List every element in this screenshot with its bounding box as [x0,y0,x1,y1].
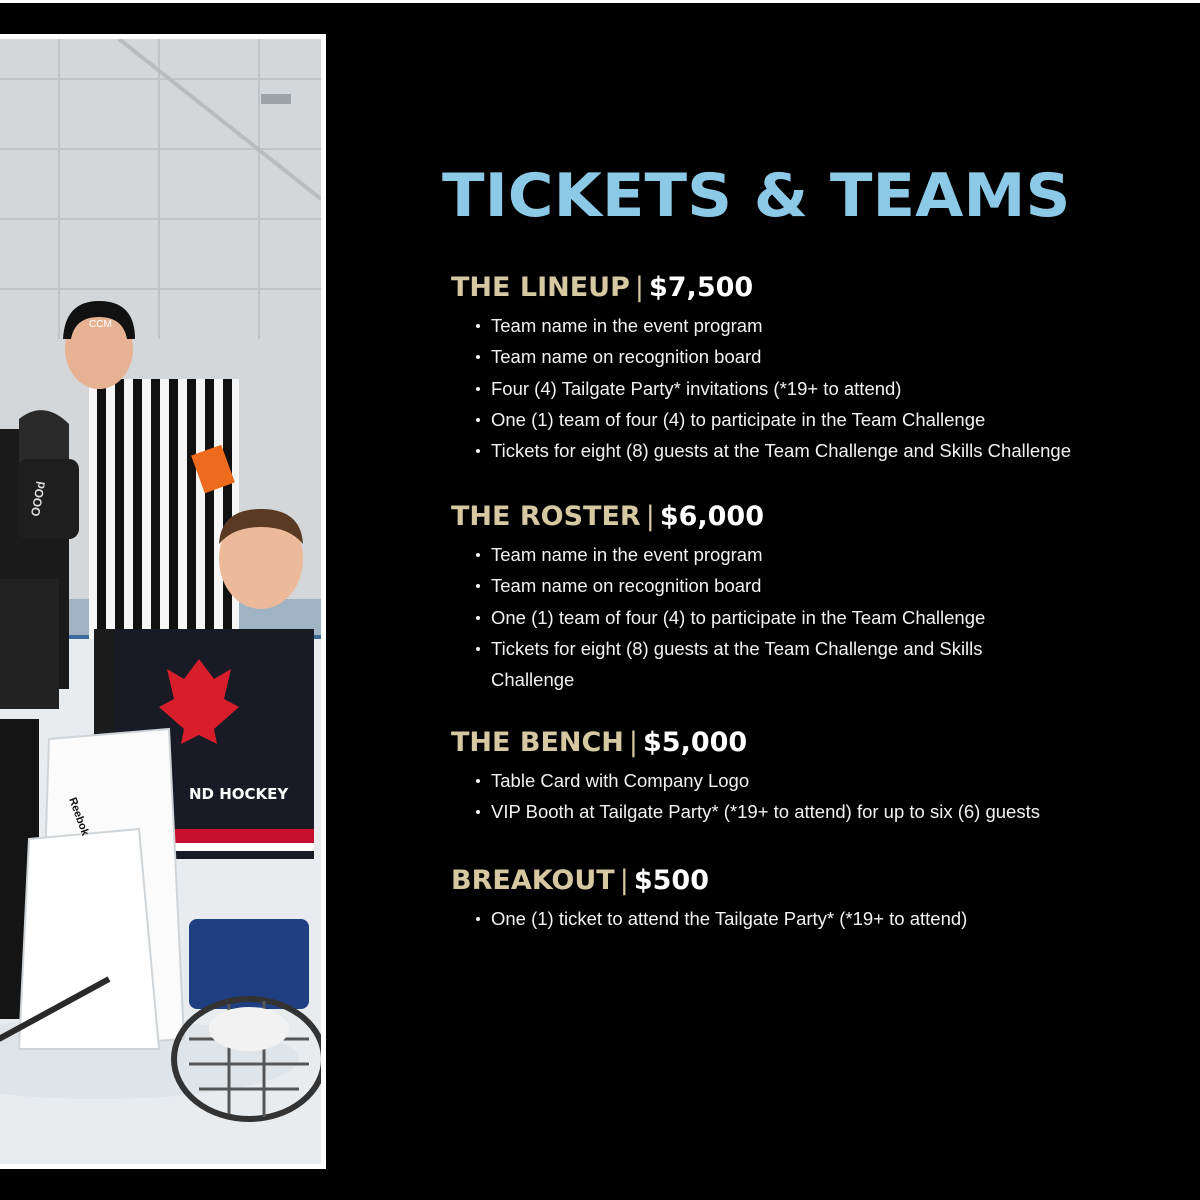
glove-brand-text: OOOd [28,480,49,518]
benefit-item: Team name on recognition board [451,341,1186,372]
tier-the-bench [451,729,1186,828]
tier-the-lineup [451,274,1186,466]
tier-name: THE ROSTER [451,501,641,532]
tier-breakout [451,867,1186,934]
benefit-item: One (1) team of four (4) to participate in the Team Challenge [451,602,1186,633]
benefit-item: One (1) team of four (4) to participate in the Team Challenge [451,404,1186,435]
benefit-item: Four (4) Tailgate Party* invitations (*19+ to attend) [451,373,1186,404]
tier-heading [451,274,1186,301]
top-divider [0,0,1200,3]
tier-price: $500 [633,865,709,896]
tier-separator: | [619,865,629,896]
tier-price: $7,500 [648,272,754,303]
benefit-item: Team name on recognition board [451,570,1186,601]
benefit-item: Tickets for eight (8) guests at the Team Challenge and Skills Challenge [451,435,1186,466]
benefit-item: VIP Booth at Tailgate Party* (*19+ to attend) for up to six (6) guests [451,796,1186,827]
tier-heading [451,867,1186,894]
tier-benefits-list [451,765,1186,828]
tier-name: THE LINEUP [451,272,630,303]
tier-benefits-list [451,310,1186,466]
page-title: TICKETS & TEAMS [442,161,1071,231]
tier-heading [451,503,1186,530]
tier-name: THE BENCH [451,727,624,758]
tier-separator: | [628,727,638,758]
benefit-item: Team name in the event program [451,539,1186,570]
jersey-text: ND HOCKEY [189,785,289,803]
tier-separator: | [634,272,644,303]
benefit-item: Tickets for eight (8) guests at the Team Challenge and Skills Challenge [451,633,991,696]
benefit-item: Table Card with Company Logo [451,765,1186,796]
hockey-team-photo [0,34,326,1169]
benefit-item: One (1) ticket to attend the Tailgate Party* (*19+ to attend) [451,903,1186,934]
tier-the-roster [451,503,1186,695]
helmet-brand-text: CCM [89,319,112,330]
hockey-players-illustration [0,39,321,1164]
tier-benefits-list [451,539,1186,695]
tier-separator: | [645,501,655,532]
tier-price: $6,000 [659,501,765,532]
tier-benefits-list [451,903,1186,934]
tier-price: $5,000 [643,727,748,758]
pad-brand-text: Reebok [66,795,92,838]
benefit-item: Team name in the event program [451,310,1186,341]
tier-heading [451,729,1186,756]
tier-name: BREAKOUT [451,865,615,896]
